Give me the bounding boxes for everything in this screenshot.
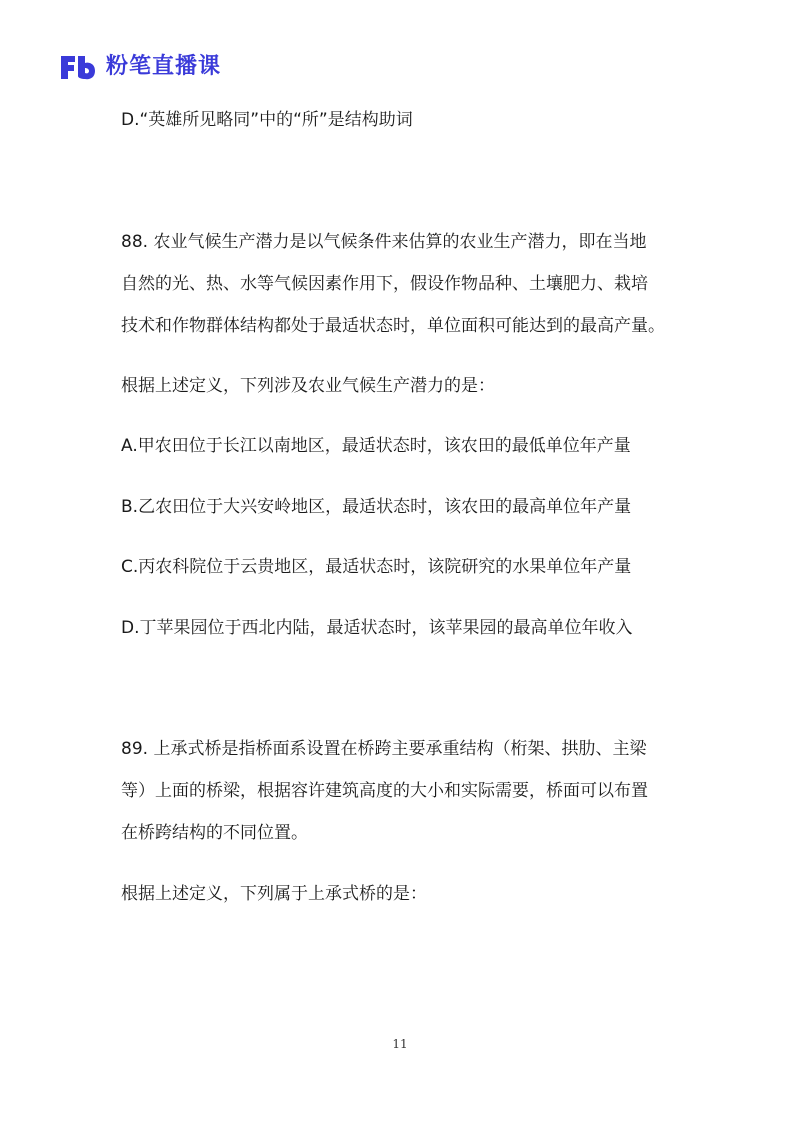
q88-stem-line-2: 自然的光、热、水等气候因素作用下，假设作物品种、土壤肥力、栽培 (121, 274, 648, 294)
q88-stem-line-3: 技术和作物群体结构都处于最适状态时，单位面积可能达到的最高产量。 (121, 316, 665, 336)
q89-prompt: 根据上述定义，下列属于上承式桥的是： (121, 884, 427, 904)
q88-option-c: C.丙农科院位于云贵地区，最适状态时，该院研究的水果单位年产量 (121, 557, 632, 577)
q89-stem-line-3: 在桥跨结构的不同位置。 (121, 823, 308, 843)
page-number: 11 (392, 1037, 408, 1051)
fb-logo-icon (58, 52, 98, 82)
q88-option-b: B.乙农田位于大兴安岭地区，最适状态时，该农田的最高单位年产量 (121, 497, 632, 517)
q89-stem-line-2: 等）上面的桥梁，根据容许建筑高度的大小和实际需要，桥面可以布置 (121, 781, 648, 801)
q88-prompt: 根据上述定义，下列涉及农业气候生产潜力的是： (121, 376, 495, 396)
brand-name: 粉笔直播课 (106, 54, 222, 79)
q87-option-d: D.“英雄所见略同”中的“所”是结构助词 (121, 110, 413, 130)
q88-option-a: A.甲农田位于长江以南地区，最适状态时，该农田的最低单位年产量 (121, 436, 631, 456)
q88-option-d: D.丁苹果园位于西北内陆，最适状态时，该苹果园的最高单位年收入 (121, 618, 633, 638)
q88-stem-line-1: 88. 农业气候生产潜力是以气候条件来估算的农业生产潜力，即在当地 (121, 232, 647, 252)
q89-stem-line-1: 89. 上承式桥是指桥面系设置在桥跨主要承重结构（桁架、拱肋、主梁 (121, 739, 647, 759)
brand-logo (58, 50, 221, 84)
